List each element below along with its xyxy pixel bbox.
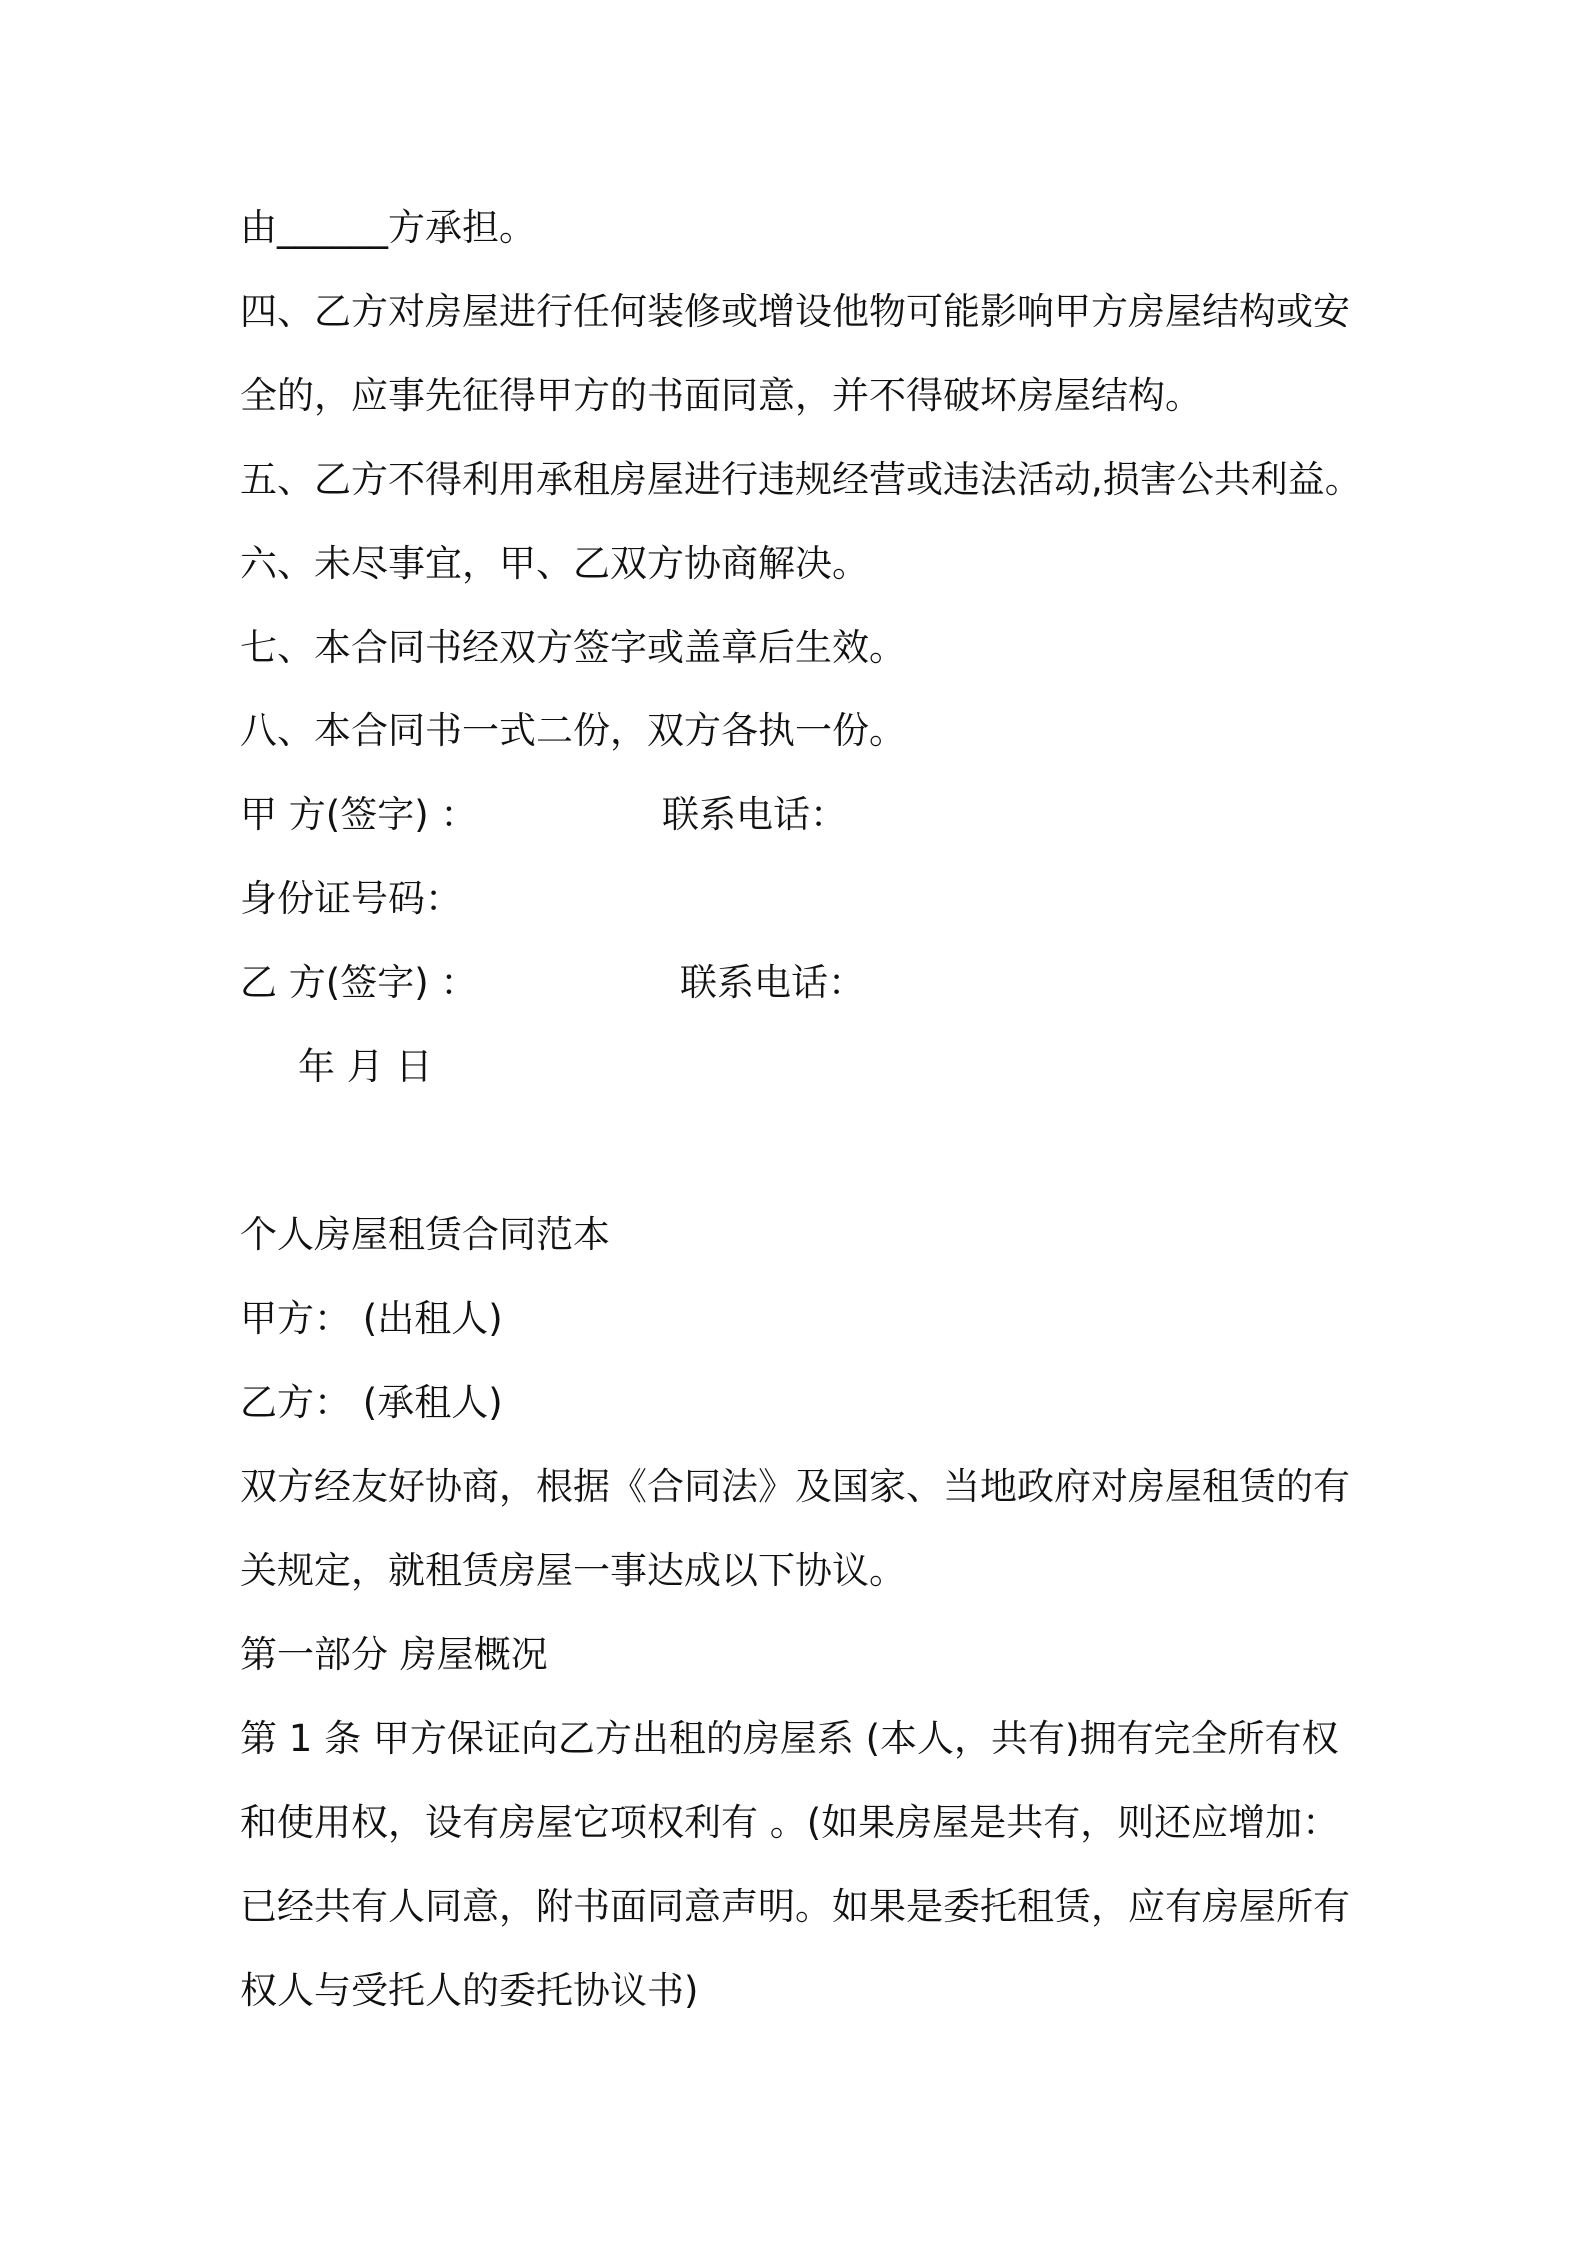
article-one-line-2: 和使用权，设有房屋它项权利有 。(如果房屋是共有，则还应增加： xyxy=(240,1801,1340,1844)
article-one-line-4: 权人与受托人的委托协议书) xyxy=(240,1969,699,2012)
party-b-signature-label: 乙 方(签字) ： xyxy=(240,961,478,1004)
article-one-line-1: 第 1 条 甲方保证向乙方出租的房屋系 (本人，共有)拥有完全所有权 xyxy=(240,1717,1339,1760)
lessor-line: 甲方： (出租人) xyxy=(240,1297,503,1340)
article-one-line-3: 已经共有人同意，附书面同意声明。如果是委托租赁，应有房屋所有 xyxy=(240,1885,1350,1928)
party-a-phone-label: 联系电话： xyxy=(662,793,847,836)
party-b-phone-label: 联系电话： xyxy=(680,961,865,1004)
lessee-line: 乙方： (承租人) xyxy=(240,1381,503,1424)
clause-eight: 八、本合同书一式二份，双方各执一份。 xyxy=(240,709,906,752)
signature-row-party-a xyxy=(240,790,1360,840)
party-a-signature-label: 甲 方(签字) ： xyxy=(240,793,478,836)
part-one-heading: 第一部分 房屋概况 xyxy=(240,1633,548,1676)
intro-line-2: 关规定，就租赁房屋一事达成以下协议。 xyxy=(240,1549,906,1592)
intro-line-1: 双方经友好协商，根据《合同法》及国家、当地政府对房屋租赁的有 xyxy=(240,1465,1350,1508)
clause-four-line-1: 四、乙方对房屋进行任何装修或增设他物可能影响甲方房屋结构或安 xyxy=(240,290,1350,333)
contract-title: 个人房屋租赁合同范本 xyxy=(240,1213,610,1256)
signature-row-party-b xyxy=(240,958,1360,1008)
clause-four-line-2: 全的，应事先征得甲方的书面同意，并不得破坏房屋结构。 xyxy=(240,374,1202,417)
clause-six: 六、未尽事宜，甲、乙双方协商解决。 xyxy=(240,542,869,585)
id-number-label: 身份证号码： xyxy=(240,877,462,920)
clause-seven: 七、本合同书经双方签字或盖章后生效。 xyxy=(240,626,906,669)
text-line-cost-bearer: 由______方承担。 xyxy=(240,206,536,249)
clause-five: 五、乙方不得利用承租房屋进行违规经营或违法活动,损害公共利益。 xyxy=(240,458,1362,501)
date-label: 年 月 日 xyxy=(298,1045,433,1088)
